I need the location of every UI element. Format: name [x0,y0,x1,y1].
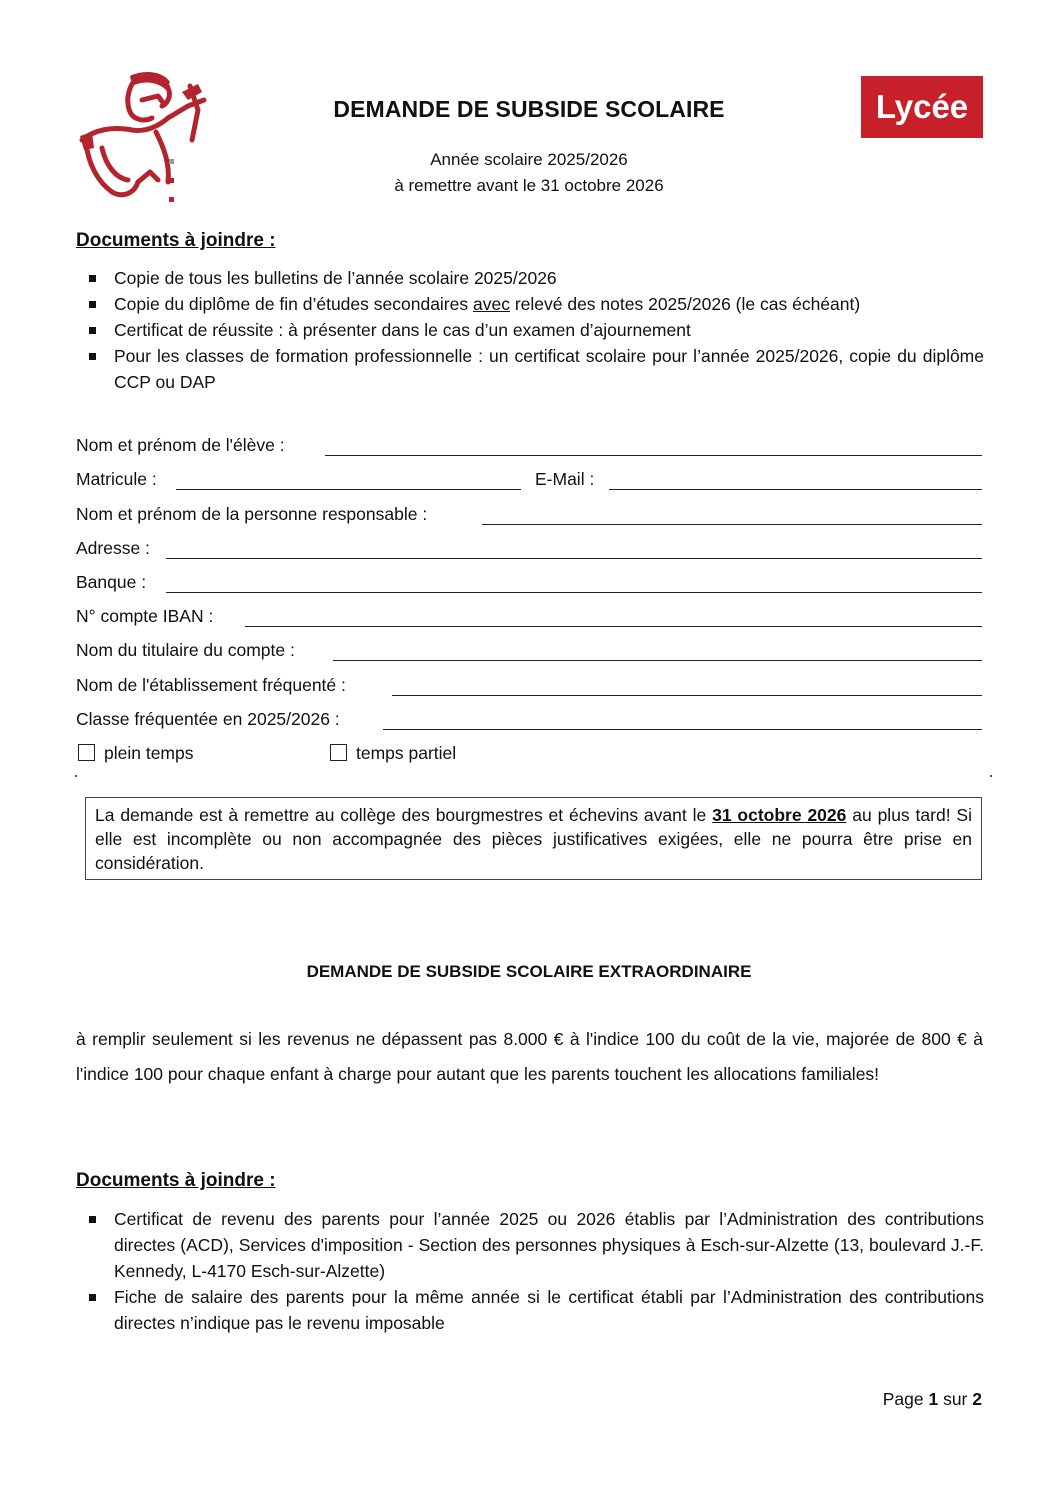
extraordinary-title: DEMANDE DE SUBSIDE SCOLAIRE EXTRAORDINAIRE [306,962,752,981]
documents-list-2 [76,1206,984,1336]
notice-date: 31 octobre 2026 [712,805,847,825]
list-item: Fiche de salaire des parents pour la même année si le certificat établi par l’Administration des contributions directes n’indique pas le revenu imposable [76,1284,984,1336]
school-year: Année scolaire 2025/2026 [430,150,628,169]
class-field[interactable] [76,709,982,733]
documents-heading: Documents à joindre : [76,230,276,251]
email-field[interactable] [535,469,982,493]
part-time-checkbox[interactable] [330,744,347,761]
list-item: Copie du diplôme de fin d’études secondaires avec relevé des notes 2025/2026 (le cas échéant) [76,291,984,317]
responsible-label: Nom et prénom de la personne responsable : [76,504,428,524]
notice-box: La demande est à remettre au collège des bourgmestres et échevins avant le 31 octobre 2026 au plus tard! Si elle est incomplète ou non accompagnée des pièces justificatives exigées, elle ne pourra être prise en considération. [85,797,982,880]
documents-heading-2: Documents à joindre : [76,1170,276,1191]
iban-label: N° compte IBAN : [76,606,214,626]
bank-label: Banque : [76,572,147,592]
school-label: Nom de l'établissement fréquenté : [76,675,346,695]
divider-dot [990,775,992,777]
full-time-label: plein temps [104,743,194,763]
bank-field[interactable] [76,572,982,596]
extraordinary-intro: à remplir seulement si les revenus ne dépassent pas 8.000 € à l'indice 100 du coût de la vie, majorée de 800 € à l'indice 100 pour chaque enfant à charge pour autant que les parents touchent les allocations familiales! [76,1029,983,1084]
responsible-field[interactable] [76,504,982,528]
full-time-checkbox[interactable] [78,744,95,761]
account-holder-label: Nom du titulaire du compte : [76,640,295,660]
deadline-line: à remettre avant le 31 octobre 2026 [394,176,664,195]
matricule-field[interactable] [76,469,521,493]
school-field[interactable] [76,675,982,699]
iban-field[interactable] [76,606,982,630]
student-name-field[interactable] [76,435,982,459]
account-holder-field[interactable] [76,640,982,664]
page-number: Page 1 sur 2 [882,1389,982,1409]
address-field[interactable] [76,538,982,562]
page-title: DEMANDE DE SUBSIDE SCOLAIRE [333,96,725,122]
address-label: Adresse : [76,538,150,558]
class-label: Classe fréquentée en 2025/2026 : [76,709,340,729]
list-item: Certificat de revenu des parents pour l’année 2025 ou 2026 établis par l’Administration des contributions directes (ACD), Services d'imposition - Section des personnes physiques à Esch-sur-Alzette (13, boulevard J.-F. Kennedy, L-4170 Esch-sur-Alzette) [76,1206,984,1284]
student-name-label: Nom et prénom de l'élève : [76,435,285,455]
list-item: Copie de tous les bulletins de l’année scolaire 2025/2026 [76,265,984,291]
matricule-label: Matricule : [76,469,157,489]
email-label: E-Mail : [535,469,595,489]
list-item: Certificat de réussite : à présenter dans le cas d’un examen d’ajournement [76,317,984,343]
lycee-badge: Lycée [861,76,983,138]
documents-list [76,265,984,395]
divider-dot [75,775,77,777]
part-time-label: temps partiel [356,743,457,763]
list-item: Pour les classes de formation professionnelle : un certificat scolaire pour l’année 2025/2026, copie du diplôme CCP ou DAP [76,343,984,395]
